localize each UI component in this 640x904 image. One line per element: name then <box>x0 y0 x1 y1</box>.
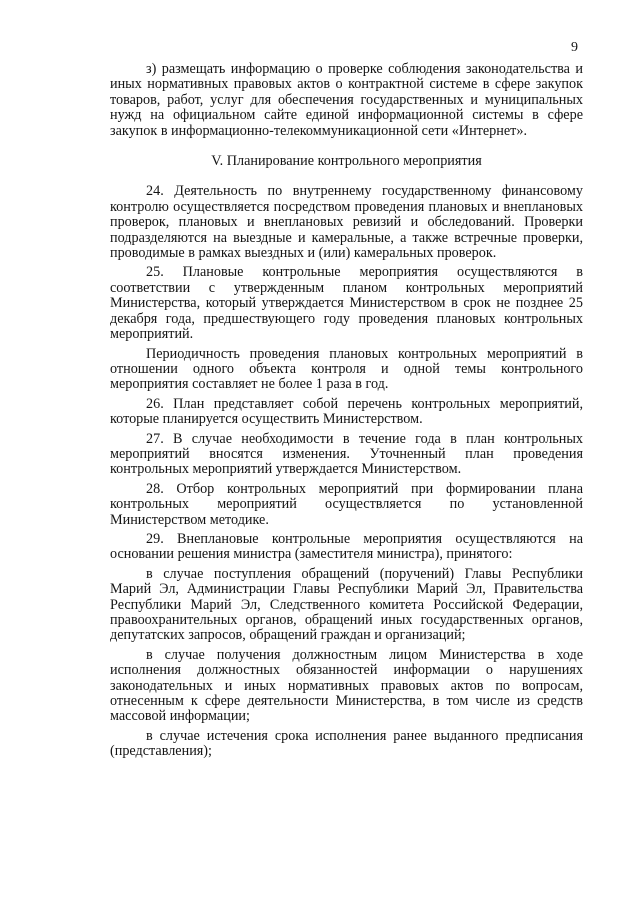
document-body <box>110 62 583 760</box>
paragraph-periodicity: Периодичность проведения плановых контрольных мероприятий в отношении одного объекта контроля и одной темы контрольного мероприятия составляет не более 1 раза в год. <box>110 345 583 393</box>
paragraph-24: 24. Деятельность по внутреннему государственному финансовому контролю осуществляется посредством проведения плановых и внеплановых проверок, плановых и внеплановых ревизий и обследований. Проверки подразделяются на выездные и камеральные, а также встречные проверки, проводимые в рамках выездных и (или) камеральных проверок. <box>110 183 583 262</box>
paragraph-25: 25. Плановые контрольные мероприятия осуществляются в соответствии с утвержденным планом контрольных мероприятий Министерства, который утверждается Министерством в срок не позднее 25 декабря года, предшествующего году проведения плановых контрольных мероприятий. <box>110 264 583 343</box>
paragraph-29-case-information: в случае получения должностным лицом Министерства в ходе исполнения должностных обязанностей информации о нарушениях законодательных и иных нормативных правовых актов по вопросам, отнесенным к сфере деятельности Министерства, в том числе из средств массовой информации; <box>110 646 583 725</box>
paragraph-29: 29. Внеплановые контрольные мероприятия осуществляются на основании решения министра (заместителя министра), принятого: <box>110 530 583 563</box>
paragraph-28: 28. Отбор контрольных мероприятий при формировании плана контрольных мероприятий осуществляется по установленной Министерством методике. <box>110 480 583 528</box>
section-heading: V. Планирование контрольного мероприятия <box>211 153 482 170</box>
paragraph-26: 26. План представляет собой перечень контрольных мероприятий, которые планируется осуществить Министерством. <box>110 395 583 428</box>
page-number: 9 <box>571 40 578 55</box>
paragraph-29-case-appeals: в случае поступления обращений (поручений) Главы Республики Марий Эл, Администрации Главы Республики Марий Эл, Правительства Республики Марий Эл, Следственного комитета Российской Федерации, правоохранительных органов, обращений иных государственных органов, депутатских запросов, обращений граждан и организаций; <box>110 565 583 644</box>
paragraph-29-case-deadline: в случае истечения срока исполнения ранее выданного предписания (представления); <box>110 727 583 760</box>
paragraph-item-z: з) размещать информацию о проверке соблюдения законодательства и иных нормативных правовых актов о контрактной системе в сфере закупок товаров, работ, услуг для обеспечения государственных и муниципальных нужд на официальном сайте единой информационной системы в сфере закупок в информационно-телекоммуникационной сети «Интернет». <box>110 61 583 139</box>
paragraph-27: 27. В случае необходимости в течение года в план контрольных мероприятий вносятся изменения. Уточненный план проведения контрольных мероприятий утверждается Министерством. <box>110 430 583 478</box>
